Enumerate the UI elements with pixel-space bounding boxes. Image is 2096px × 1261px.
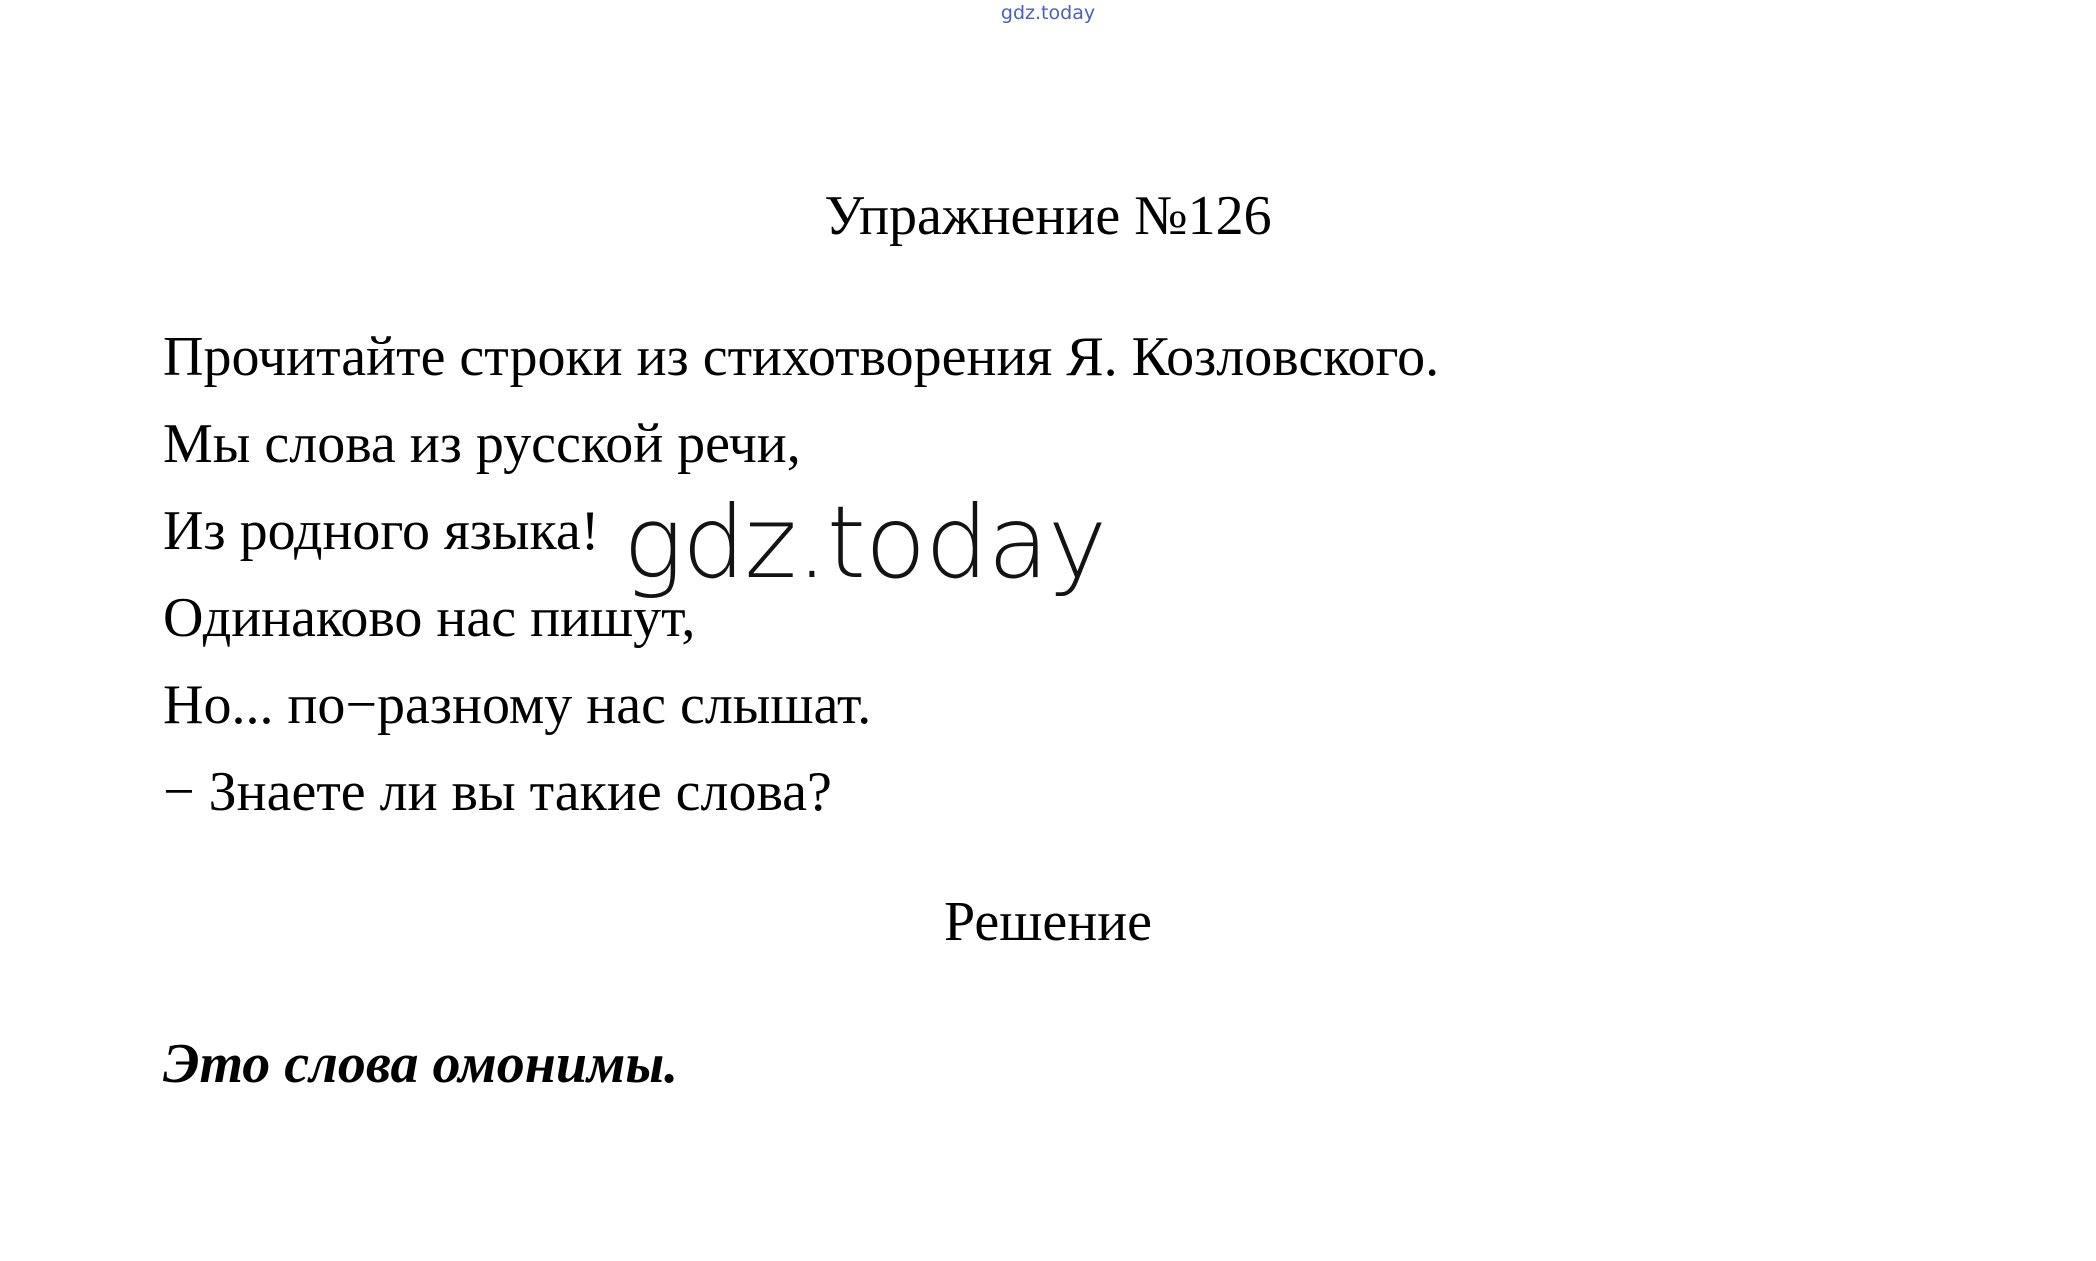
top-watermark-text: gdz.today <box>1000 2 1096 24</box>
poem-line-3: Одинаково нас пишут, <box>163 587 696 649</box>
solution-heading: Решение <box>943 891 1153 953</box>
task-question: − Знаете ли вы такие слова? <box>163 761 832 823</box>
poem-line-4: Но... по−разному нас слышат. <box>163 674 872 736</box>
exercise-title: Упражнение №126 <box>824 185 1272 247</box>
task-instruction: Прочитайте строки из стихотворения Я. Козловского. <box>163 326 1440 388</box>
poem-line-2: Из родного языка! <box>163 500 600 562</box>
answer-text: Это слова омонимы. <box>163 1033 679 1095</box>
poem-line-1: Мы слова из русской речи, <box>163 413 801 475</box>
center-watermark-text: gdz.today <box>623 484 1107 601</box>
